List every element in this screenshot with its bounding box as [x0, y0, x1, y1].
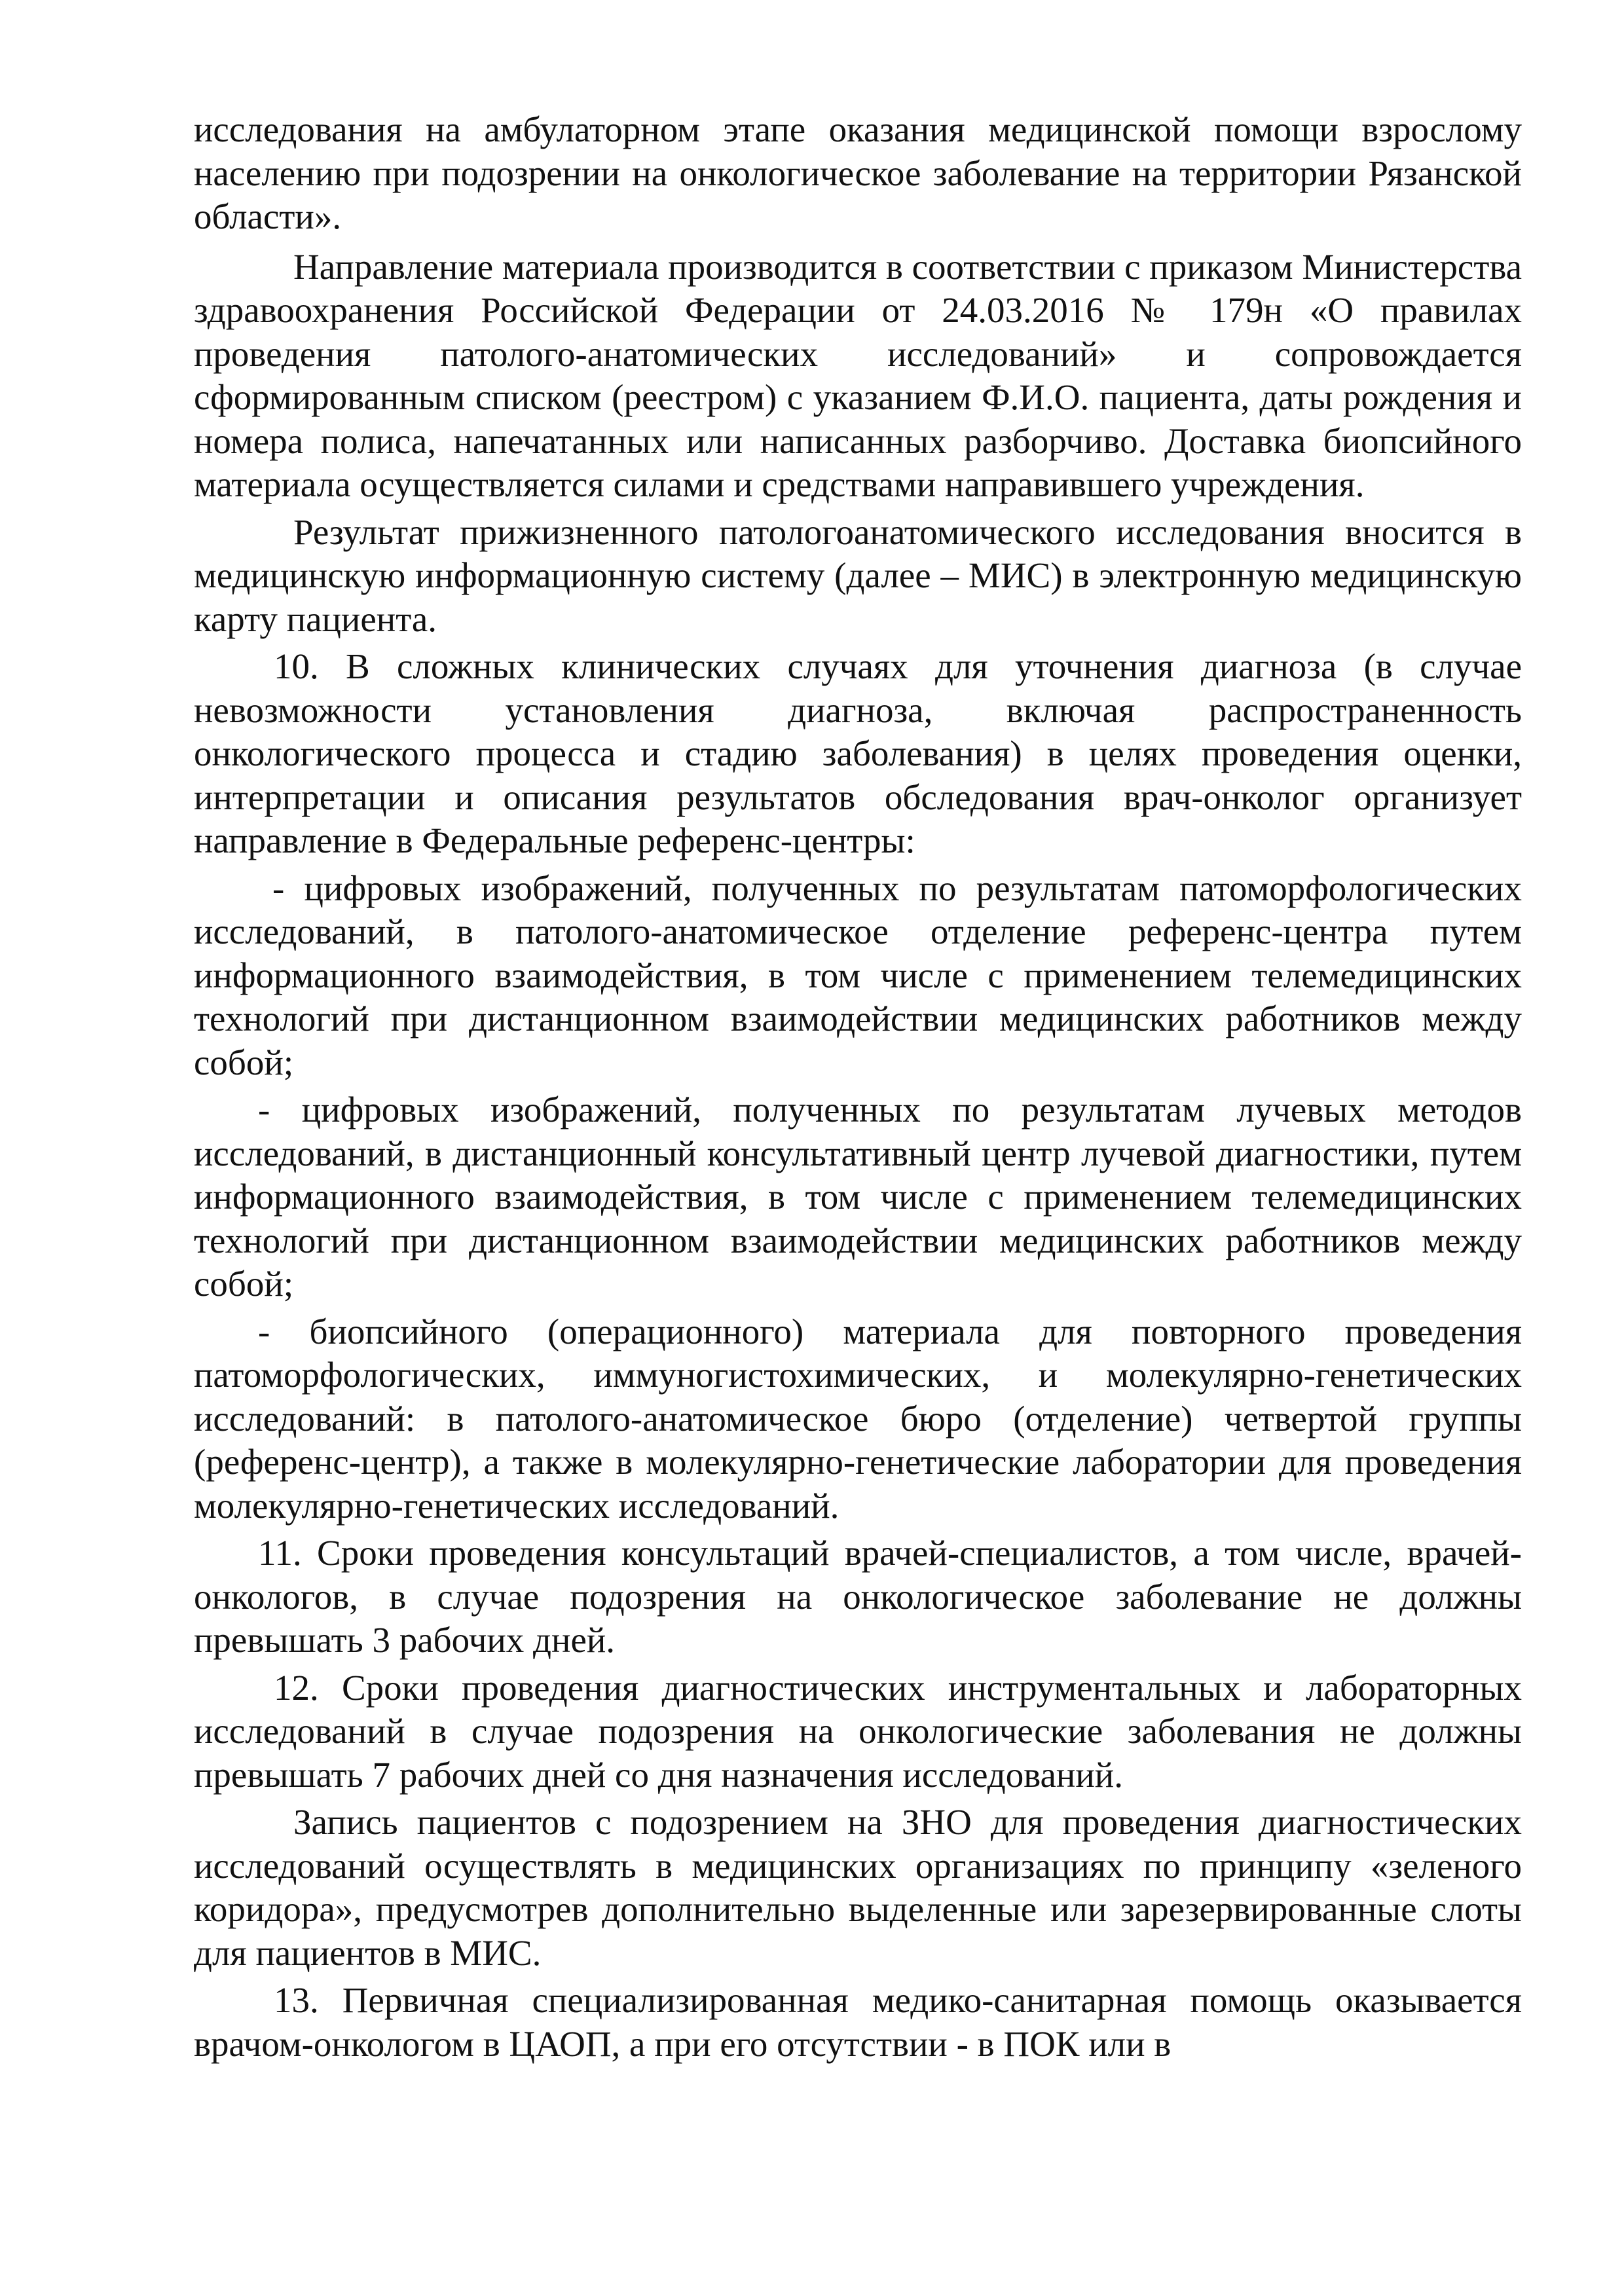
paragraph-result-entry: Результат прижизненного патологоанатомического исследования вносится в медицинскую информационную систему (далее – МИС) в электронную медицинскую карту пациента. [194, 511, 1522, 639]
paragraph-continuation: исследования на амбулаторном этапе оказания медицинской помощи взрослому населению при подозрении на онкологическое заболевание на территории Рязанской области». [194, 109, 1522, 236]
paragraph-item-13: 13. Первичная специализированная медико-санитарная помощь оказывается врачом-онкологом в ЦАОП, а при его отсутствии - в ПОК или в [194, 1980, 1522, 2064]
list-item-pathomorphology-images: - цифровых изображений, полученных по результатам патоморфологических исследований, в патолого-анатомическое отделение референс-центра путем информационного взаимодействия, в том числе с применением телемедицинских технологий при дистанционном взаимодействии медицинских работников между собой; [194, 868, 1522, 1082]
document-body [194, 108, 1522, 2066]
paragraph-material-direction: Направление материала производится в соответствии с приказом Министерства здравоохранения Российской Федерации от 24.03.2016 № 179н «О правилах проведения патолого-анатомических исследований» и сопровождается сформированным списком (реестром) с указанием Ф.И.О. пациента, даты рождения и номера полиса, напечатанных или написанных разборчиво. Доставка биопсийного материала осуществляется силами и средствами направившего учреждения. [194, 246, 1522, 504]
paragraph-item-10: 10. В сложных клинических случаях для уточнения диагноза (в случае невозможности установления диагноза, включая распространенность онкологического процесса и стадию заболевания) в целях проведения оценки, интерпретации и описания результатов обследования врач-онколог организует направление в Федеральные референс-центры: [194, 646, 1522, 860]
paragraph-green-corridor: Запись пациентов с подозрением на ЗНО для проведения диагностических исследований осуществлять в медицинских организациях по принципу «зеленого коридора», предусмотрев дополнительно выделенные или зарезервированные слоты для пациентов в МИС. [194, 1802, 1522, 1973]
paragraph-item-12: 12. Сроки проведения диагностических инструментальных и лабораторных исследований в случае подозрения на онкологические заболевания не должны превышать 7 рабочих дней со дня назначения исследований. [194, 1667, 1522, 1795]
list-item-biopsy-material: - биопсийного (операционного) материала для повторного проведения патоморфологических, иммуногистохимических, и молекулярно-генетических исследований: в патолого-анатомическое бюро (отделение) четвертой группы (референс-центр), а также в молекулярно-генетические лаборатории для проведения молекулярно-генетических исследований. [194, 1311, 1522, 1526]
paragraph-item-11: 11. Сроки проведения консультаций врачей-специалистов, а том числе, врачей-онкологов, в случае подозрения на онкологическое заболевание не должны превышать 3 рабочих дней. [194, 1533, 1522, 1660]
list-item-radiology-images: - цифровых изображений, полученных по результатам лучевых методов исследований, в дистанционный консультативный центр лучевой диагностики, путем информационного взаимодействия, в том числе с применением телемедицинских технологий при дистанционном взаимодействии медицинских работников между собой; [194, 1090, 1522, 1304]
